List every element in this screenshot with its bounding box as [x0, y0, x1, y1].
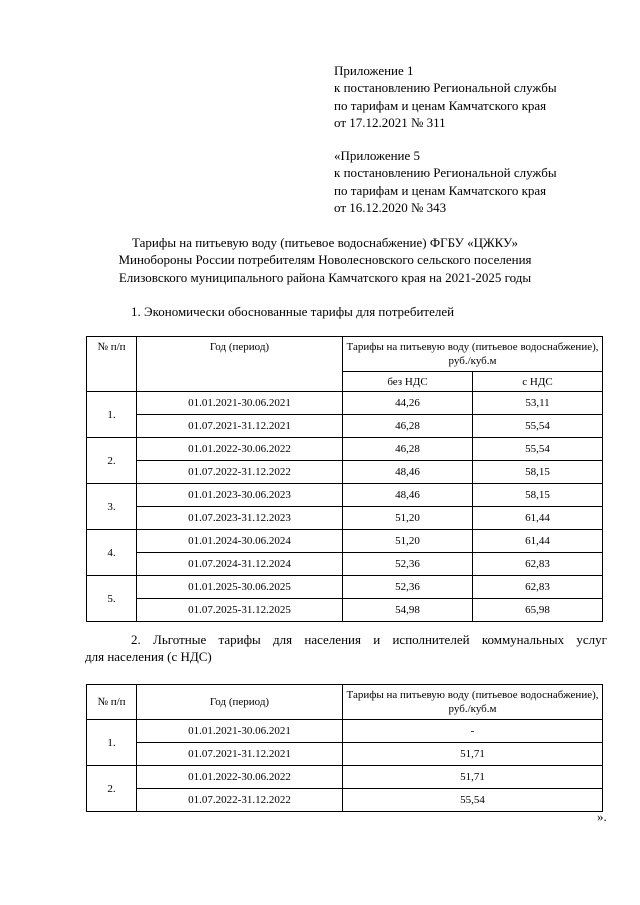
- tariff-no-vat-cell: 44,26: [343, 392, 473, 415]
- tariff-no-vat-cell: 46,28: [343, 415, 473, 438]
- appendix-1-line: Приложение 1: [334, 63, 414, 78]
- period-cell: 01.07.2023-31.12.2023: [137, 507, 343, 530]
- tariff-no-vat-cell: 48,46: [343, 461, 473, 484]
- period-cell: 01.01.2021-30.06.2021: [137, 392, 343, 415]
- title-line: Елизовского муниципального района Камчатского края на 2021-2025 годы: [118, 269, 532, 285]
- section-2-heading: [85, 631, 607, 666]
- table-row: [87, 392, 603, 415]
- appendix-1-line: по тарифам и ценам Камчатского края: [334, 97, 547, 113]
- table-row: [87, 720, 603, 743]
- tariff-no-vat-cell: 46,28: [343, 438, 473, 461]
- period-cell: 01.01.2025-30.06.2025: [137, 576, 343, 599]
- tariff-value-cell: -: [343, 720, 603, 743]
- appendix-5-line: от 16.12.2020 № 343: [334, 200, 447, 216]
- period-cell: 01.01.2023-30.06.2023: [137, 484, 343, 507]
- period-cell: 01.01.2022-30.06.2022: [137, 766, 343, 789]
- appendix-5-reference: [334, 147, 557, 217]
- period-cell: 01.01.2024-30.06.2024: [137, 530, 343, 553]
- period-cell: 01.07.2021-31.12.2021: [137, 743, 343, 766]
- tariff-value-cell: 51,71: [343, 743, 603, 766]
- section-1-heading: 1. Экономически обоснованные тарифы для потребителей: [131, 304, 455, 319]
- period-cell: 01.07.2022-31.12.2022: [137, 789, 343, 812]
- tariff-value-cell: 55,54: [343, 789, 603, 812]
- table-row: [87, 507, 603, 530]
- header-num: № п/п: [87, 685, 137, 720]
- tariff-with-vat-cell: 53,11: [473, 392, 603, 415]
- table-row: [87, 789, 603, 812]
- tariff-with-vat-cell: 58,15: [473, 484, 603, 507]
- table-row: [87, 530, 603, 553]
- header-tariff: Тарифы на питьевую воду (питьевое водоснабжение), руб./куб.м: [343, 685, 603, 720]
- table-row: [87, 553, 603, 576]
- tariff-no-vat-cell: 52,36: [343, 576, 473, 599]
- period-cell: 01.07.2025-31.12.2025: [137, 599, 343, 622]
- closing-quote: ».: [597, 809, 607, 824]
- appendix-5-line: «Приложение 5: [334, 148, 421, 163]
- period-cell: 01.01.2021-30.06.2021: [137, 720, 343, 743]
- period-cell: 01.07.2022-31.12.2022: [137, 461, 343, 484]
- appendix-5-line: по тарифам и ценам Камчатского края: [334, 182, 547, 198]
- table-header-row: [87, 337, 603, 372]
- appendix-1-reference: [334, 62, 557, 132]
- table-row: [87, 415, 603, 438]
- appendix-1-line: к постановлению Региональной службы: [334, 80, 557, 96]
- tariff-with-vat-cell: 58,15: [473, 461, 603, 484]
- table-row: [87, 438, 603, 461]
- header-num: № п/п: [87, 337, 137, 392]
- header-period: Год (период): [137, 337, 343, 392]
- header-no-vat: без НДС: [343, 372, 473, 392]
- economic-tariffs-table: [86, 336, 603, 622]
- tariff-with-vat-cell: 65,98: [473, 599, 603, 622]
- appendix-5-line: к постановлению Региональной службы: [334, 165, 557, 181]
- table-row: [87, 766, 603, 789]
- appendix-1-line: от 17.12.2021 № 311: [334, 115, 446, 131]
- document-title: [60, 234, 590, 286]
- tariff-with-vat-cell: 61,44: [473, 507, 603, 530]
- section-2-heading-line: 2. Льготные тарифы для населения и исполнителей коммунальных услуг: [131, 632, 607, 647]
- tariff-no-vat-cell: 51,20: [343, 507, 473, 530]
- tariff-with-vat-cell: 62,83: [473, 576, 603, 599]
- period-cell: 01.01.2022-30.06.2022: [137, 438, 343, 461]
- row-number: 3.: [87, 484, 137, 530]
- preferential-tariffs-table: [86, 684, 603, 812]
- table-row: [87, 743, 603, 766]
- row-number: 1.: [87, 720, 137, 766]
- row-number: 4.: [87, 530, 137, 576]
- tariff-no-vat-cell: 48,46: [343, 484, 473, 507]
- period-cell: 01.07.2024-31.12.2024: [137, 553, 343, 576]
- table-row: [87, 461, 603, 484]
- tariff-with-vat-cell: 55,54: [473, 438, 603, 461]
- tariff-value-cell: 51,71: [343, 766, 603, 789]
- section-2-heading-line: для населения (с НДС): [85, 649, 212, 665]
- title-line: Минобороны России потребителям Новолесновского сельского поселения: [118, 252, 532, 268]
- tariff-no-vat-cell: 52,36: [343, 553, 473, 576]
- row-number: 2.: [87, 766, 137, 812]
- tariff-with-vat-cell: 61,44: [473, 530, 603, 553]
- row-number: 1.: [87, 392, 137, 438]
- table-row: [87, 599, 603, 622]
- period-cell: 01.07.2021-31.12.2021: [137, 415, 343, 438]
- header-period: Год (период): [137, 685, 343, 720]
- tariff-with-vat-cell: 62,83: [473, 553, 603, 576]
- table-row: [87, 576, 603, 599]
- title-line: Тарифы на питьевую воду (питьевое водоснабжение) ФГБУ «ЦЖКУ»: [132, 235, 518, 250]
- tariff-with-vat-cell: 55,54: [473, 415, 603, 438]
- table-header-row: [87, 685, 603, 720]
- table-row: [87, 484, 603, 507]
- tariff-no-vat-cell: 54,98: [343, 599, 473, 622]
- tariff-no-vat-cell: 51,20: [343, 530, 473, 553]
- row-number: 5.: [87, 576, 137, 622]
- row-number: 2.: [87, 438, 137, 484]
- header-tariff: Тарифы на питьевую воду (питьевое водоснабжение), руб./куб.м: [343, 337, 603, 372]
- header-with-vat: с НДС: [473, 372, 603, 392]
